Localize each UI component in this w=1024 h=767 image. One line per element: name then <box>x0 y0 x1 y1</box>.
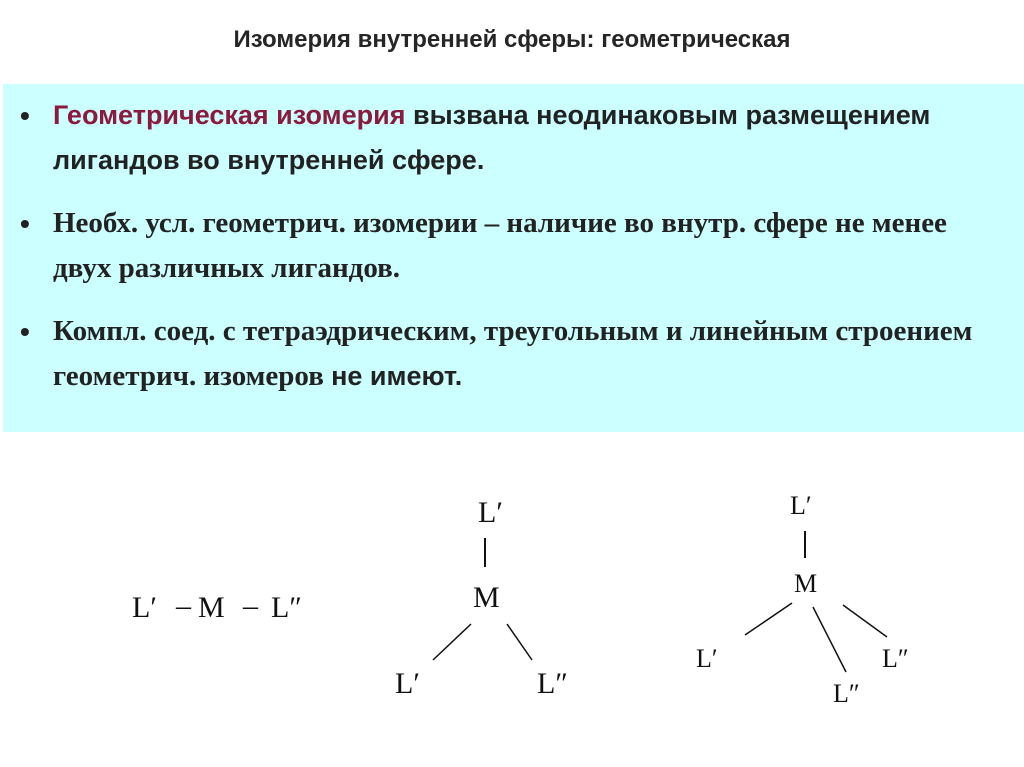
slide-title: Изомерия внутренней сферы: геометрическая <box>233 26 791 53</box>
tetrahedral-right-ligand: L″ <box>882 644 909 673</box>
bullet-dot-icon: • <box>20 208 30 239</box>
emphasis-text: не имеют. <box>331 361 463 391</box>
trigonal-bond-right <box>507 624 532 660</box>
trigonal-metal: M <box>473 581 500 614</box>
linear-structure <box>132 589 302 624</box>
trigonal-bond-left <box>433 624 471 660</box>
trigonal-bottom-right-ligand: L″ <box>537 667 568 700</box>
trigonal-structure <box>395 496 568 700</box>
highlight-term: Геометрическая изомерия <box>53 100 406 130</box>
tetrahedral-bond-bottom <box>813 607 846 672</box>
tetrahedral-structure <box>696 491 909 708</box>
bullet-dot-icon: • <box>20 316 30 347</box>
trigonal-bottom-left-ligand: L′ <box>395 667 420 700</box>
bullet-text: Необх. усл. геометрич. изомерии – наличие во внутр. сфере не менее двух различных лигандов. <box>53 207 947 284</box>
tetrahedral-bond-right <box>843 605 887 637</box>
tetrahedral-top-ligand: L′ <box>790 491 812 520</box>
bullet-dot-icon: • <box>20 100 30 131</box>
linear-metal: M <box>198 591 225 624</box>
linear-right-ligand: L″ <box>271 591 302 624</box>
tetrahedral-metal: M <box>794 569 818 598</box>
tetrahedral-bond-left <box>745 603 792 635</box>
trigonal-top-ligand: L′ <box>478 496 503 529</box>
bullet-text: вызвана неодинаковым размещением лигандов во внутренней сфере. <box>53 100 931 175</box>
tetrahedral-left-ligand: L′ <box>696 644 718 673</box>
linear-left-ligand: L′ <box>132 591 157 624</box>
tetrahedral-bottom-ligand: L″ <box>833 679 860 708</box>
linear-dash-right: – <box>243 589 258 622</box>
bullet-text: Компл. соед. с тетраэдрическим, треугольным и линейным строением геометрич. изомеров <box>53 315 973 392</box>
linear-dash-left: – <box>176 589 191 622</box>
